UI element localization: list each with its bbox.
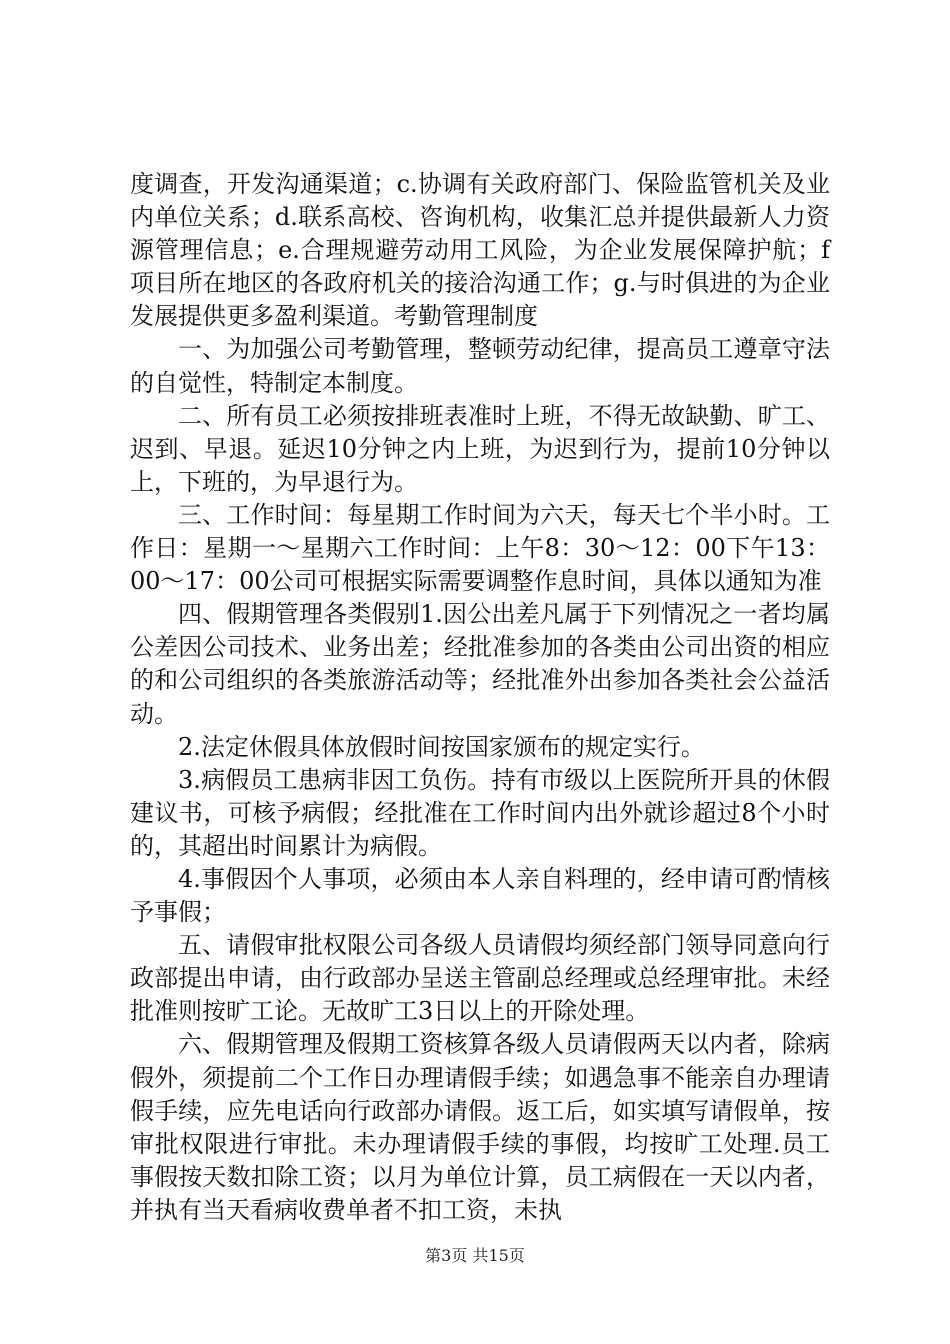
paragraph-3: 二、所有员工必须按排班表准时上班，不得无故缺勤、旷工、迟到、早退。延迟10分钟之内上班，为迟到行为，提前10分钟以上，下班的，为早退行为。 bbox=[130, 401, 830, 496]
paragraph-4: 三、工作时间：每星期工作时间为六天，每天七个半小时。工作日：星期一～星期六工作时间：上午8：30～12：00下午13：00～17：00公司可根据实际需要调整作息时间，具体以通知为准 bbox=[130, 500, 830, 596]
paragraph-6: 2.法定休假具体放假时间按国家颁布的规定实行。 bbox=[178, 732, 705, 761]
document-body bbox=[130, 168, 830, 1227]
paragraph-2: 一、为加强公司考勤管理，整顿劳动纪律，提高员工遵章守法的自觉性，特制定本制度。 bbox=[130, 335, 830, 397]
paragraph-9: 五、请假审批权限公司各级人员请假均须经部门领导同意向行政部提出申请，由行政部办呈送主管副总经理或总经理审批。未经批准则按旷工论。无故旷工3日以上的开除处理。 bbox=[130, 931, 830, 1026]
paragraph-10: 六、假期管理及假期工资核算各级人员请假两天以内者，除病假外，须提前二个工作日办理请假手续；如遇急事不能亲自办理请假手续，应先电话向行政部办请假。返工后，如实填写请假单，按审批权限进行审批。未办理请假手续的事假，均按旷工处理.员工事假按天数扣除工资；以月为单位计算，员工病假在一天以内者，并执有当天看病收费单者不扣工资，未执 bbox=[130, 1030, 830, 1224]
paragraph-8: 4.事假因个人事项，必须由本人亲自料理的，经申请可酌情核予事假； bbox=[130, 864, 830, 927]
paragraph-5: 四、假期管理各类假别1.因公出差凡属于下列情况之一者均属公差因公司技术、业务出差；经批准参加的各类由公司出资的相应的和公司组织的各类旅游活动等；经批准外出参加各类社会公益活动。 bbox=[130, 600, 830, 728]
page-number-footer: 第3页 共15页 bbox=[425, 1246, 525, 1265]
paragraph-1: 度调查，开发沟通渠道；c.协调有关政府部门、保险监管机关及业内单位关系；d.联系高校、咨询机构，收集汇总并提供最新人力资源管理信息；e.合理规避劳动用工风险，为企业发展保障护航；f项目所在地区的各政府机关的接洽沟通工作；g.与时俱进的为企业发展提供更多盈利渠道。考勤管理制度 bbox=[130, 170, 830, 331]
paragraph-7: 3.病假员工患病非因工负伤。持有市级以上医院所开具的休假建议书，可核予病假；经批准在工作时间内出外就诊超过8个小时的，其超出时间累计为病假。 bbox=[130, 765, 830, 860]
